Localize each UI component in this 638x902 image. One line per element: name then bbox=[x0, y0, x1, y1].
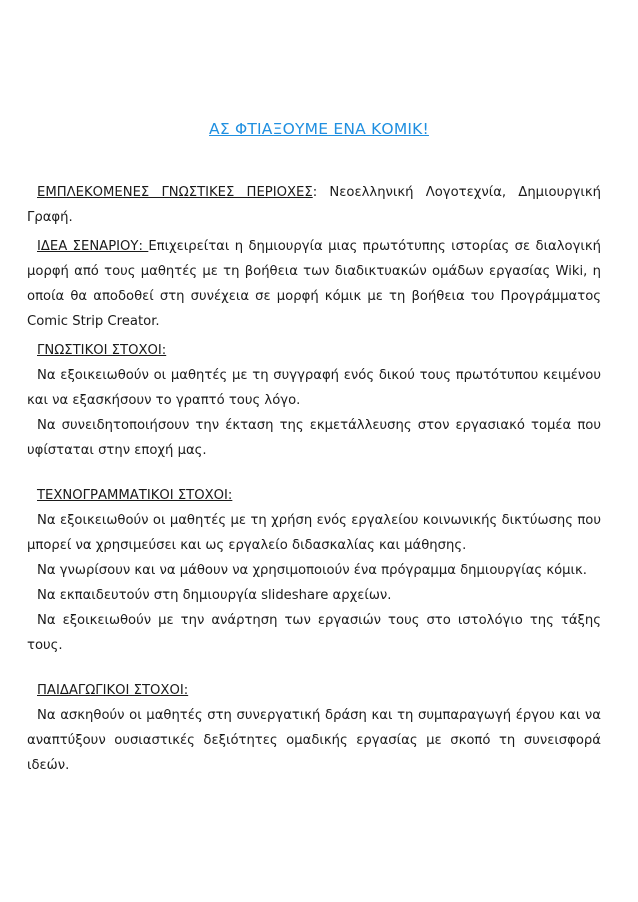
cognitive-heading-line bbox=[27, 338, 601, 363]
areas-heading: ΕΜΠΛΕΚΟΜΕΝΕΣ ΓΝΩΣΤΙΚΕΣ ΠΕΡΙΟΧΕΣ bbox=[37, 185, 313, 200]
pedagogical-heading: ΠΑΙΔΑΓΩΓΙΚΟΙ ΣΤΟΧΟΙ: bbox=[37, 683, 189, 698]
areas-text: : Νεοελληνική Λογοτεχνία, Δημιουργική Γραφή. bbox=[27, 185, 601, 225]
technological-heading: ΤΕΧΝΟΓΡΑΜΜΑΤΙΚΟΙ ΣΤΟΧΟΙ: bbox=[37, 488, 233, 503]
technological-item: Να εξοικειωθούν με την ανάρτηση των εργασιών τους στο ιστολόγιο της τάξης τους. bbox=[27, 613, 601, 653]
cognitive-item: Να συνειδητοποιήσουν την έκταση της εκμετάλλευσης στον εργασιακό τομέα που υφίσταται στην εποχή μας. bbox=[27, 418, 601, 458]
cognitive-heading: ΓΝΩΣΤΙΚΟΙ ΣΤΟΧΟΙ: bbox=[37, 343, 167, 358]
document-title: ΑΣ ΦΤΙΑΞΟΥΜΕ ΕΝΑ ΚΟΜΙΚ! bbox=[209, 120, 429, 138]
pedagogical-heading-line bbox=[27, 678, 601, 703]
idea-heading: ΙΔΕΑ ΣΕΝΑΡΙΟΥ: bbox=[37, 239, 149, 254]
document-body bbox=[27, 180, 601, 778]
areas-paragraph bbox=[27, 180, 601, 230]
pedagogical-item: Να ασκηθούν οι μαθητές στη συνεργατική δράση και τη συμπαραγωγή έργου και να αναπτύξουν ουσιαστικές δεξιότητες ομαδικής εργασίας με σκοπό τη συνεισφορά ιδεών. bbox=[27, 708, 601, 773]
technological-item: Να εξοικειωθούν οι μαθητές με τη χρήση ενός εργαλείου κοινωνικής δικτύωσης που μπορεί να χρησιμεύσει και ως εργαλείο διδασκαλίας και μάθησης. bbox=[27, 513, 601, 553]
idea-text: Επιχειρείται η δημιουργία μιας πρωτότυπης ιστορίας σε διαλογική μορφή από τους μαθητές με τη βοήθεια των διαδικτυακών ομάδων εργασίας Wiki, η οποία θα αποδοθεί στη συνέχεια σε μορφή κόμικ με τη βοήθεια του Προγράμματος Comic Strip Creator. bbox=[27, 239, 601, 329]
idea-paragraph bbox=[27, 234, 601, 334]
technological-item: Να εκπαιδευτούν στη δημιουργία slideshare αρχείων. bbox=[37, 588, 392, 603]
technological-heading-line bbox=[27, 483, 601, 508]
cognitive-item: Να εξοικειωθούν οι μαθητές με τη συγγραφή ενός δικού τους πρωτότυπου κειμένου και να εξασκήσουν το γραπτό τους λόγο. bbox=[27, 368, 601, 408]
technological-item: Να γνωρίσουν και να μάθουν να χρησιμοποιούν ένα πρόγραμμα δημιουργίας κόμικ. bbox=[37, 563, 587, 578]
